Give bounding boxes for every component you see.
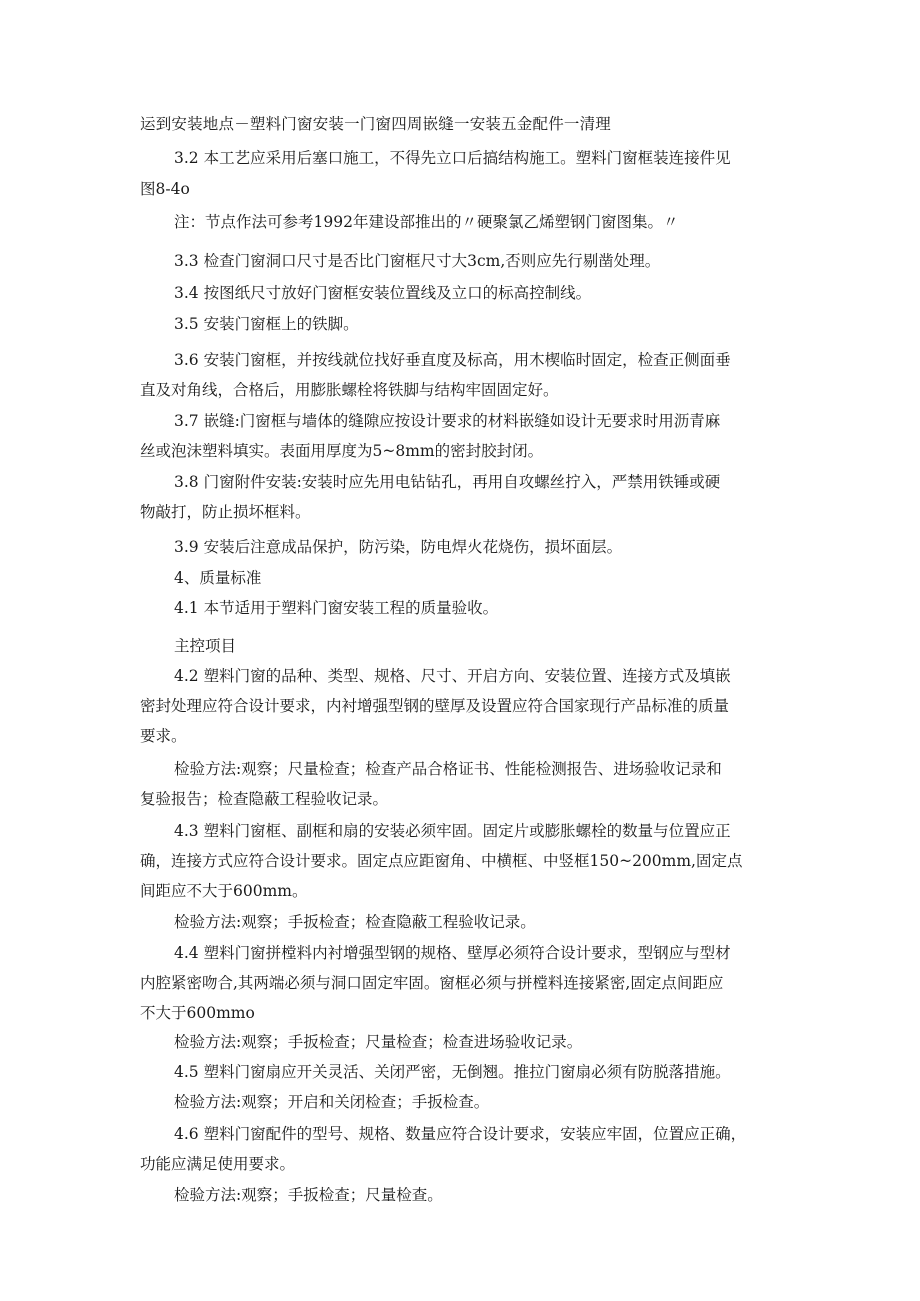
text-line: 要求。 [140, 727, 187, 745]
text-line: 物敲打，防止损坏框料。 [140, 503, 311, 521]
text-line: 注：节点作法可参考1992年建设部推出的〃硬聚氯乙烯塑钢门窗图集。〃 [174, 213, 679, 231]
text-line: 内腔紧密吻合,其两端必须与洞口固定牢固。窗框必须与拼樘料连接紧密,固定点间距应 [140, 974, 724, 992]
text-line: 3.7 嵌缝:门窗框与墙体的缝隙应按设计要求的材料嵌缝如设计无要求时用沥青麻 [174, 412, 721, 430]
text-line: 4.6 塑料门窗配件的型号、规格、数量应符合设计要求，安装应牢固，位置应正确， [174, 1125, 747, 1143]
text-line: 密封处理应符合设计要求，内衬增强型钢的壁厚及设置应符合国家现行产品标准的质量 [140, 697, 730, 715]
text-line: 4.1 本节适用于塑料门窗安装工程的质量验收。 [174, 599, 499, 617]
text-line: 运到安装地点－塑料门窗安装一门窗四周嵌缝一安装五金配件一清理 [140, 115, 612, 133]
text-line: 检验方法:观察；尺量检查；检查产品合格证书、性能检测报告、进场验收记录和 [174, 760, 722, 778]
text-line: 4.2 塑料门窗的品种、类型、规格、尺寸、开启方向、安装位置、连接方式及填嵌 [174, 667, 731, 685]
text-line: 3.2 本工艺应采用后塞口施工，不得先立口后搞结构施工。塑料门窗框装连接件见 [174, 149, 731, 167]
text-line: 3.8 门窗附件安装:安装时应先用电钻钻孔，再用自攻螺丝拧入，严禁用铁锤或硬 [174, 473, 721, 491]
subsection-heading: 主控项目 [174, 637, 237, 655]
text-line: 间距应不大于600mm。 [140, 882, 308, 900]
text-line: 复验报告；检查隐蔽工程验收记录。 [140, 790, 389, 808]
text-line: 3.5 安装门窗框上的铁脚。 [174, 315, 359, 333]
text-line: 3.6 安装门窗框，并按线就位找好垂直度及标高，用木楔临时固定，检查正侧面垂 [174, 351, 731, 369]
text-line: 4.5 塑料门窗扇应开关灵活、关闭严密，无倒翘。推拉门窗扇必须有防脱落措施。 [174, 1063, 731, 1081]
text-line: 4.4 塑料门窗拼樘料内衬增强型钢的规格、壁厚必须符合设计要求，型钢应与型材 [174, 944, 731, 962]
text-line: 确，连接方式应符合设计要求。固定点应距窗角、中横框、中竖框150~200mm,固定点 [140, 852, 743, 870]
text-line: 3.4 按图纸尺寸放好门窗框安装位置线及立口的标高控制线。 [174, 284, 592, 302]
text-line: 检验方法:观察；开启和关闭检查；手扳检查。 [174, 1093, 490, 1111]
text-line: 功能应满足使用要求。 [140, 1155, 296, 1173]
text-line: 3.9 安装后注意成品保护，防污染，防电焊火花烧伤，损坏面层。 [174, 538, 623, 556]
text-line: 直及对角线，合格后，用膨胀螺栓将铁脚与结构牢固固定好。 [140, 381, 559, 399]
text-line: 3.3 检查门窗洞口尺寸是否比门窗框尺寸大3cm,否则应先行剔凿处理。 [174, 252, 661, 270]
text-line: 图8-4o [140, 180, 190, 198]
text-line: 丝或泡沫塑料填实。表面用厚度为5~8mm的密封胶封闭。 [140, 442, 544, 460]
text-line: 检验方法:观察；手扳检查；尺量检查；检查进场验收记录。 [174, 1033, 583, 1051]
text-line: 检验方法:观察；手扳检查；尺量检查。 [174, 1186, 443, 1204]
text-line: 4.3 塑料门窗框、副框和扇的安装必须牢固。固定片或膨胀螺栓的数量与位置应正 [174, 822, 731, 840]
text-line: 不大于600mmo [140, 1004, 255, 1022]
text-line: 检验方法:观察；手扳检查；检查隐蔽工程验收记录。 [174, 913, 536, 931]
section-heading: 4、质量标准 [174, 569, 262, 587]
